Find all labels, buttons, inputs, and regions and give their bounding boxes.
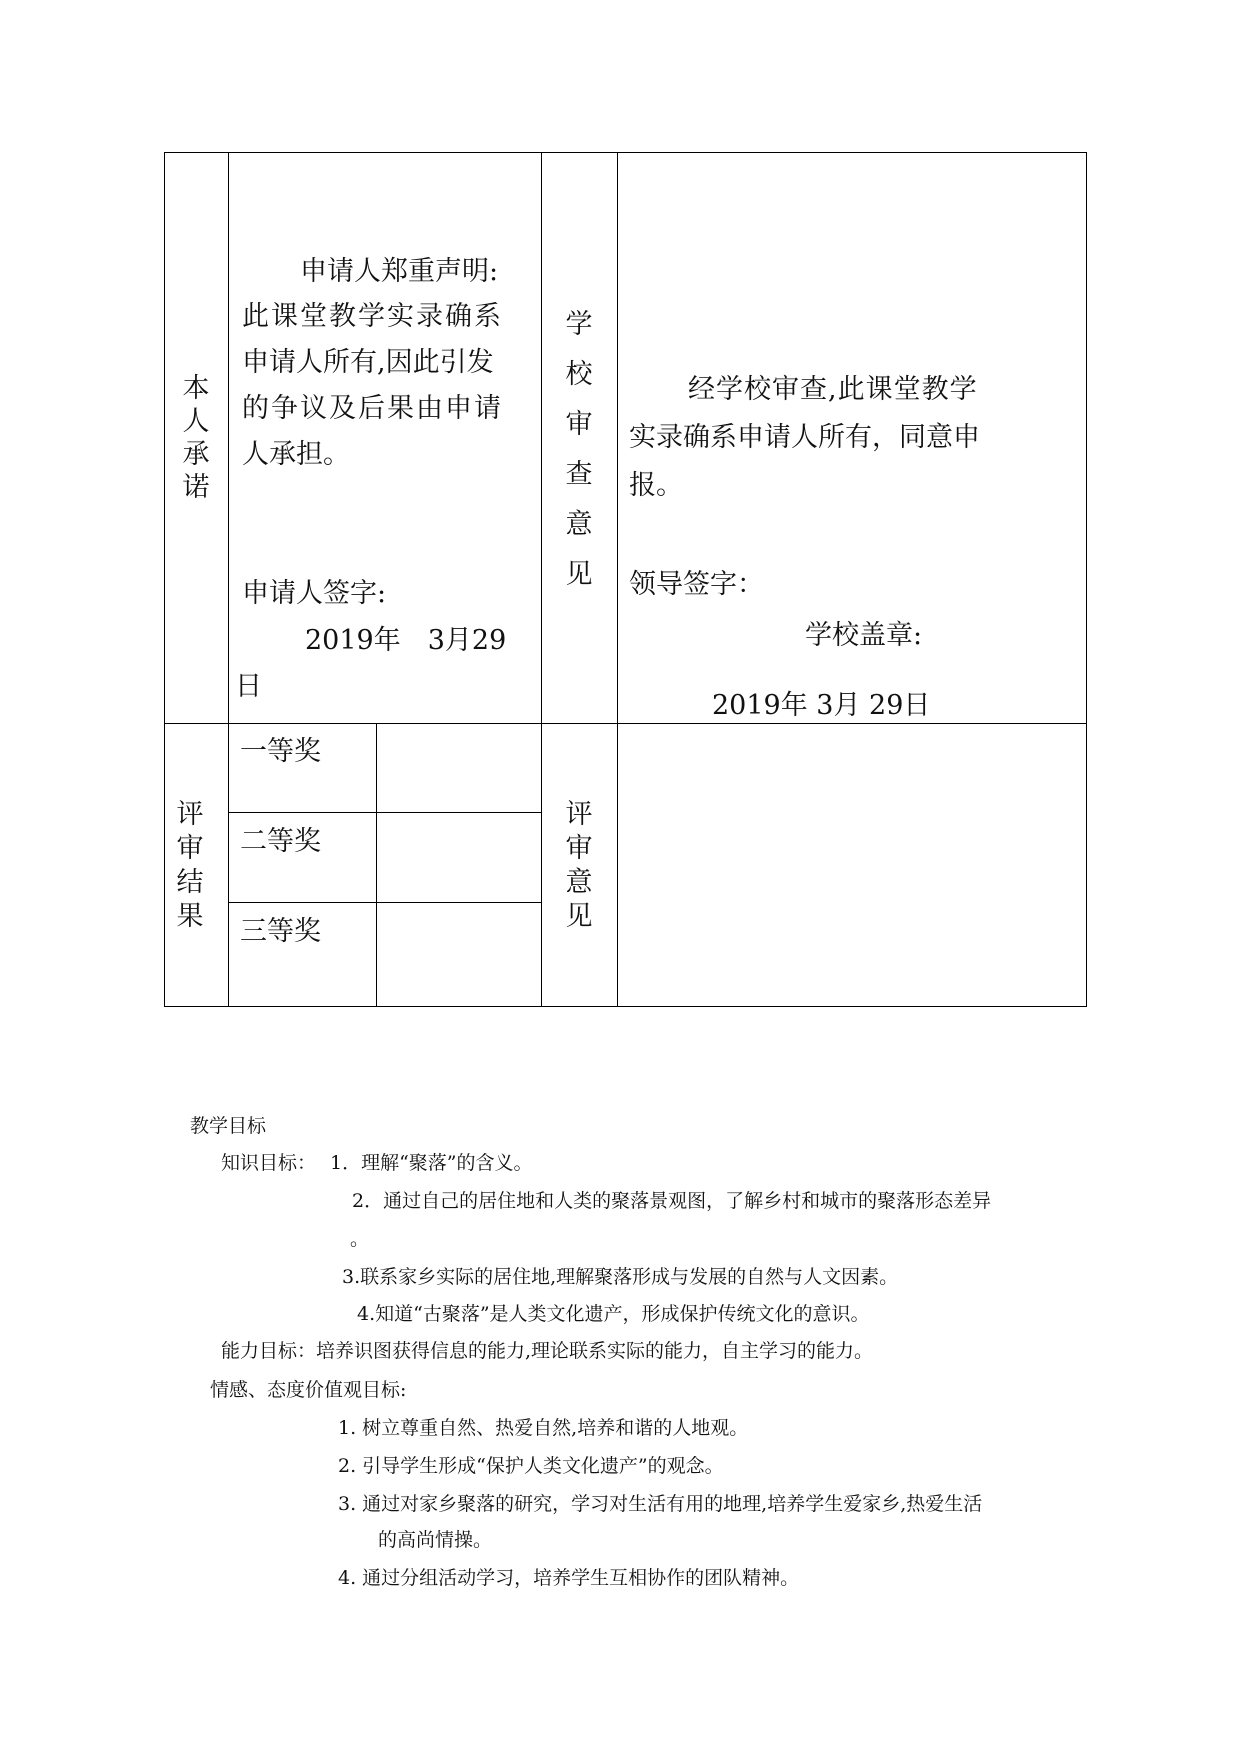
result-header: 评审结果: [176, 799, 204, 932]
table-row-divider: [164, 723, 1087, 724]
emotion-goal: 的高尚情操。: [378, 1529, 493, 1551]
school-date: 2019年 3月 29日: [712, 690, 931, 721]
school-review-header: 学校审查意见: [565, 309, 593, 590]
emotion-goal: 3. 通过对家乡聚落的研究，学习对生活有用的地理,培养学生爱家乡,热爱生活: [338, 1493, 983, 1515]
pledge-header: 本人承诺: [182, 373, 210, 503]
knowledge-goal: 4.知道“古聚落”是人类文化遗产，形成保护传统文化的意识。: [357, 1303, 870, 1325]
knowledge-goal: 3.联系家乡实际的居住地,理解聚落形成与发展的自然与人文因素。: [342, 1266, 899, 1288]
review-opinion-header: 评审意见: [565, 799, 593, 932]
column-divider: [376, 723, 377, 1006]
pledge-date-day: 日: [235, 671, 262, 702]
knowledge-goal: 。: [350, 1228, 370, 1250]
applicant-signature-label: 申请人签字:: [242, 578, 387, 609]
ability-goal: 能力目标：培养识图获得信息的能力,理论联系实际的能力，自主学习的能力。: [221, 1340, 874, 1362]
school-opinion-line: 实录确系申请人所有，同意申: [629, 422, 980, 453]
pledge-line: 人承担。: [242, 439, 350, 470]
pledge-line: 的争议及后果由申请: [242, 393, 503, 424]
school-opinion-line: 经学校审查,此课堂教学: [688, 374, 978, 405]
pledge-line: 申请人所有,因此引发: [242, 347, 494, 378]
column-divider: [541, 152, 542, 1007]
award-divider: [228, 902, 541, 903]
goals-title: 教学目标: [190, 1115, 267, 1137]
school-opinion-line: 报。: [629, 470, 683, 501]
pledge-date: 2019年 3月29: [305, 625, 507, 656]
table-border-right: [1086, 152, 1087, 1007]
column-divider: [228, 152, 229, 1007]
table-border-left: [164, 152, 165, 1007]
emotion-goal: 2. 引导学生形成“保护人类文化遗产”的观念。: [338, 1455, 724, 1477]
leader-signature-label: 领导签字：: [629, 569, 764, 600]
knowledge-label: 知识目标：: [221, 1152, 317, 1174]
pledge-line: 此课堂教学实录确系: [242, 301, 503, 332]
award-third: 三等奖: [240, 916, 321, 947]
knowledge-goal: 1．理解“聚落”的含义。: [330, 1152, 533, 1174]
award-second: 二等奖: [240, 826, 321, 857]
emotion-goal: 1. 树立尊重自然、热爱自然,培养和谐的人地观。: [338, 1417, 749, 1439]
column-divider: [617, 152, 618, 1007]
school-seal-label: 学校盖章:: [805, 620, 923, 651]
emotion-label: 情感、态度价值观目标:: [210, 1379, 407, 1401]
table-border-bottom: [164, 1006, 1087, 1007]
emotion-goal: 4. 通过分组活动学习，培养学生互相协作的团队精神。: [338, 1567, 800, 1589]
award-first: 一等奖: [240, 736, 321, 767]
table-border-top: [164, 152, 1087, 153]
knowledge-goal: 2．通过自己的居住地和人类的聚落景观图，了解乡村和城市的聚落形态差异: [352, 1190, 992, 1212]
pledge-line: 申请人郑重声明:: [300, 256, 499, 287]
award-divider: [228, 812, 541, 813]
